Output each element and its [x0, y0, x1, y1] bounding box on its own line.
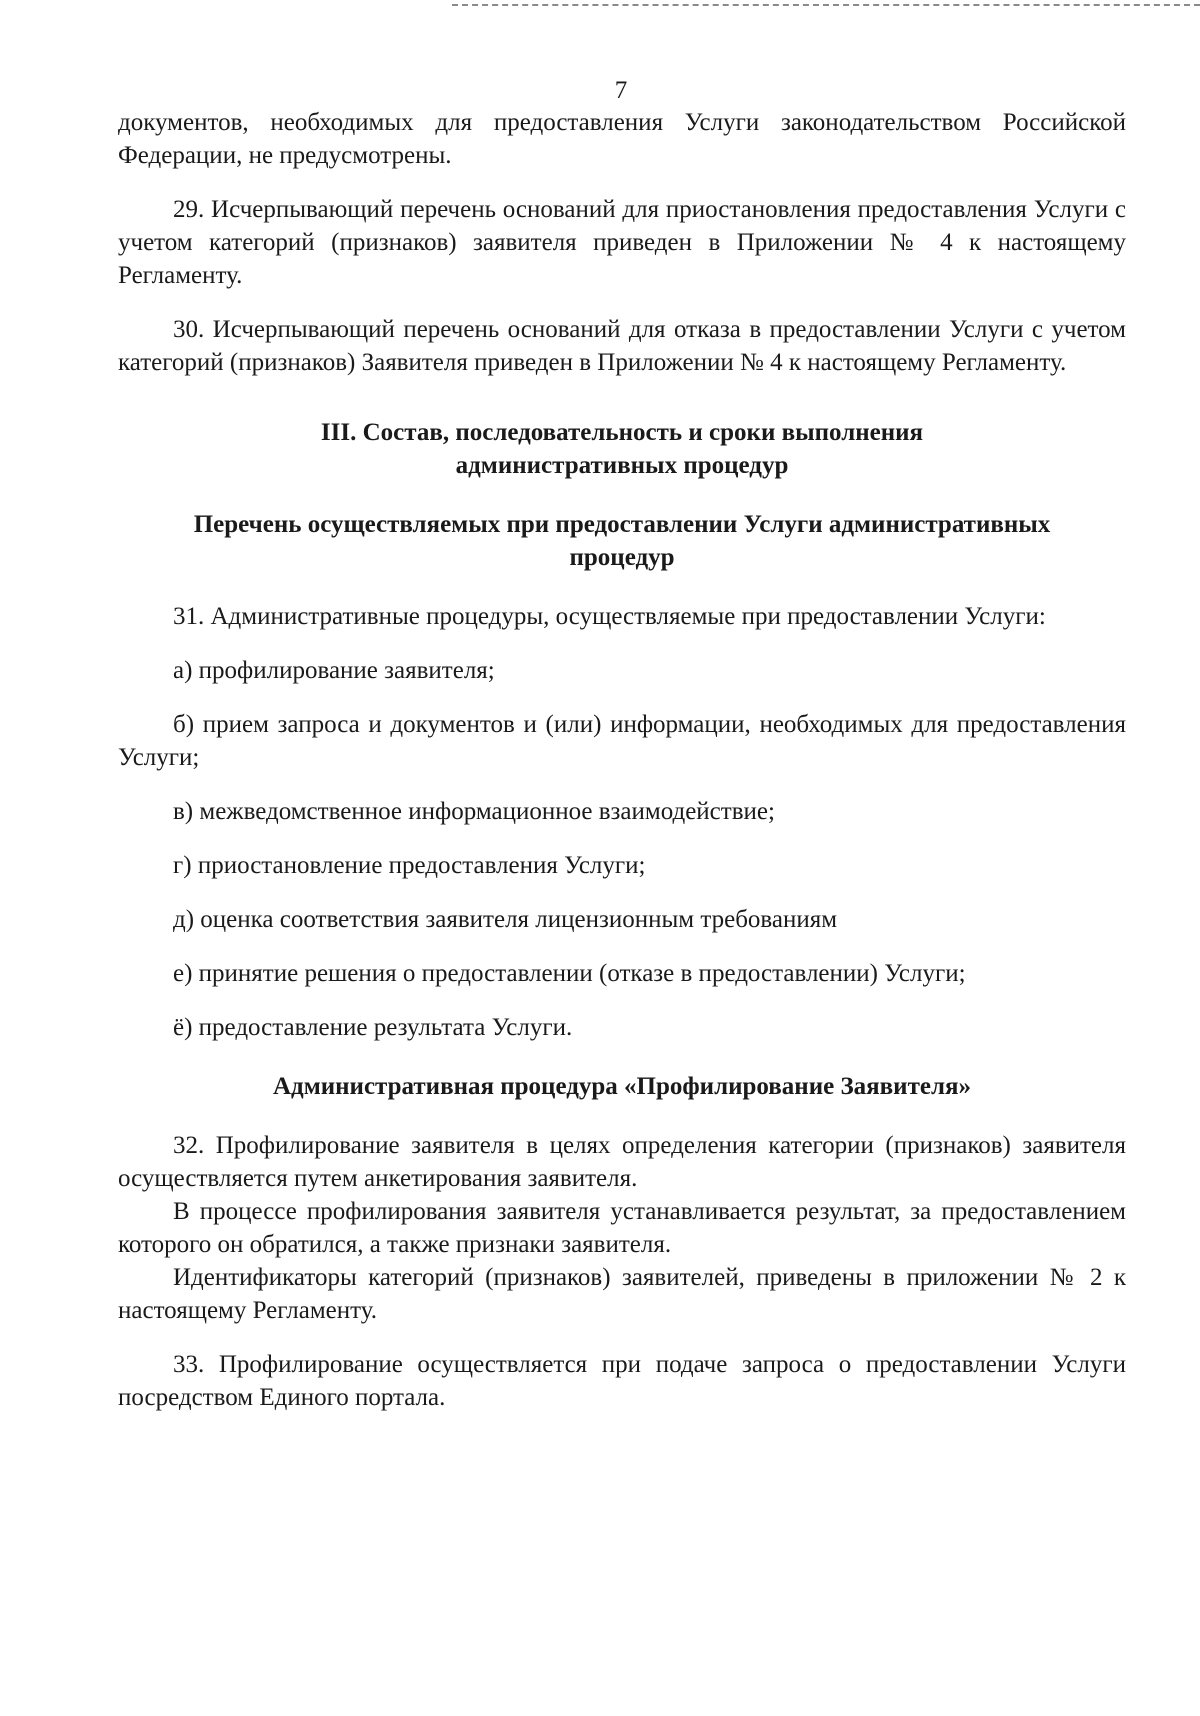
list-item: г) приостановление предоставления Услуги;: [173, 852, 646, 879]
profiling-procedure-heading: Административная процедура «Профилирование Заявителя»: [273, 1073, 971, 1100]
list-item: б) прием запроса и документов и (или) информации, необходимых для предоставления Услуги;: [118, 711, 1126, 771]
paragraph-31: 31. Административные процедуры, осуществляемые при предоставлении Услуги:: [173, 603, 1046, 630]
document-body: [118, 106, 1126, 1414]
paragraph-30: 30. Исчерпывающий перечень оснований для отказа в предоставлении Услуги с учетом категорий (признаков) Заявителя приведен в Приложении № 4 к настоящему Регламенту.: [118, 316, 1126, 376]
procedures-list-heading: [118, 508, 1126, 574]
paragraph-intro: документов, необходимых для предоставления Услуги законодательством Российской Федерации, не предусмотрены.: [118, 109, 1126, 169]
paragraph-29: 29. Исчерпывающий перечень оснований для приостановления предоставления Услуги с учетом категорий (признаков) заявителя приведен в Приложении № 4 к настоящему Регламенту.: [118, 196, 1126, 289]
list-item: д) оценка соответствия заявителя лицензионным требованиям: [173, 906, 838, 933]
procedures-list-heading-line-1: Перечень осуществляемых при предоставлении Услуги административных: [193, 511, 1051, 538]
paragraph-32-identifiers: Идентификаторы категорий (признаков) заявителей, приведены в приложении № 2 к настоящему Регламенту.: [118, 1264, 1126, 1324]
list-item: е) принятие решения о предоставлении (отказе в предоставлении) Услуги;: [173, 960, 966, 987]
paragraph-32-result: В процессе профилирования заявителя устанавливается результат, за предоставлением которого он обратился, а также признаки заявителя.: [118, 1198, 1126, 1258]
section-three-title-line-2: административных процедур: [455, 452, 789, 479]
section-three-title: [118, 416, 1126, 482]
paragraph-32: 32. Профилирование заявителя в целях определения категории (признаков) заявителя осуществляется путем анкетирования заявителя.: [118, 1132, 1126, 1192]
scan-top-edge: [452, 4, 1200, 6]
list-item: а) профилирование заявителя;: [173, 657, 495, 684]
list-item: в) межведомственное информационное взаимодействие;: [173, 798, 775, 825]
procedures-list-heading-line-2: процедур: [569, 544, 675, 571]
list-item: ё) предоставление результата Услуги.: [173, 1014, 573, 1041]
section-three-title-line-1: III. Состав, последовательность и сроки выполнения: [320, 419, 924, 446]
paragraph-33: 33. Профилирование осуществляется при подаче запроса о предоставлении Услуги посредством Единого портала.: [118, 1351, 1126, 1411]
page-number: 7: [614, 77, 628, 104]
